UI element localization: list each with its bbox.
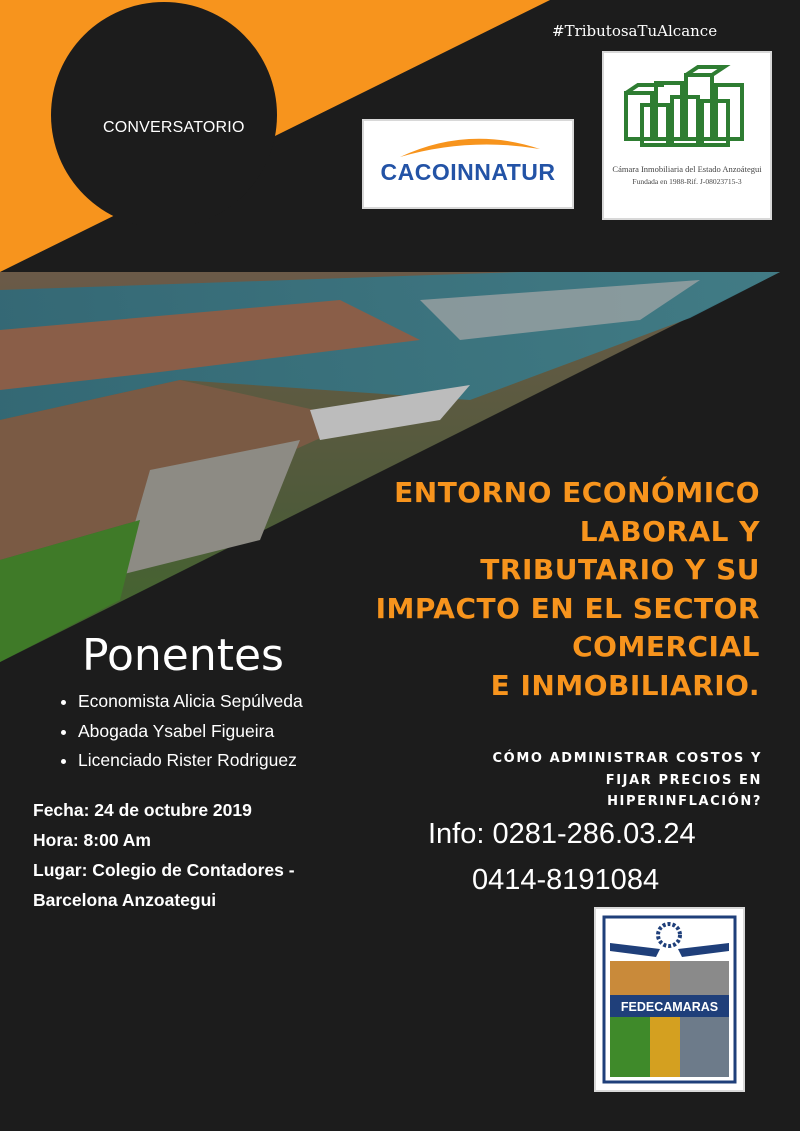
camara-founded: Fundada en 1988-Rif. J-08023715-3 — [632, 177, 742, 186]
cacoinnatur-wordmark: CACOINNATUR — [380, 159, 556, 185]
subtitle-line: CÓMO ADMINISTRAR COSTOS Y — [492, 751, 762, 766]
ponentes-list — [52, 687, 303, 776]
info-phone-1: Info: 0281-286.03.24 — [428, 818, 696, 850]
event-time: Hora: 8:00 Am — [33, 830, 151, 850]
buildings-icon — [604, 53, 770, 163]
event-place: Lugar: Colegio de Contadores - — [33, 860, 295, 880]
cacoinnatur-logo — [364, 121, 572, 207]
event-date: Fecha: 24 de octubre 2019 — [33, 800, 252, 820]
title-line: IMPACTO EN EL SECTOR — [375, 591, 760, 625]
ponente-item: • Licenciado Rister Rodriguez — [78, 746, 303, 776]
camara-logo — [604, 53, 770, 218]
ponente-item: • Abogada Ysabel Figueira — [78, 717, 303, 747]
event-title — [360, 474, 760, 705]
info-phone-2: 0414-8191084 — [472, 864, 660, 896]
title-line: TRIBUTARIO Y SU — [480, 553, 760, 586]
fedecamaras-logo — [596, 909, 743, 1090]
ponente-item: • Economista Alicia Sepúlveda — [78, 687, 303, 717]
event-type: CONVERSATORIO — [103, 119, 245, 136]
event-details — [33, 795, 295, 915]
title-line: ENTORNO ECONÓMICO — [394, 476, 760, 509]
subtitle-line: FIJAR PRECIOS EN — [605, 772, 762, 788]
fedecamaras-label: FEDECAMARAS — [620, 1000, 719, 1014]
title-line: COMERCIAL — [572, 630, 760, 663]
title-line: E INMOBILIARIO. — [490, 668, 760, 702]
event-subtitle — [432, 748, 762, 813]
subtitle-line: HIPERINFLACIÓN? — [607, 794, 762, 809]
event-place-city: Barcelona Anzoategui — [33, 890, 217, 910]
title-line: LABORAL Y — [579, 514, 760, 548]
black-circle — [51, 2, 277, 228]
hashtag: #TributosaTuAlcance — [552, 22, 718, 40]
ponentes-heading: Ponentes — [82, 630, 284, 681]
camara-name: Cámara Inmobiliaria del Estado Anzoátegui — [612, 164, 762, 174]
